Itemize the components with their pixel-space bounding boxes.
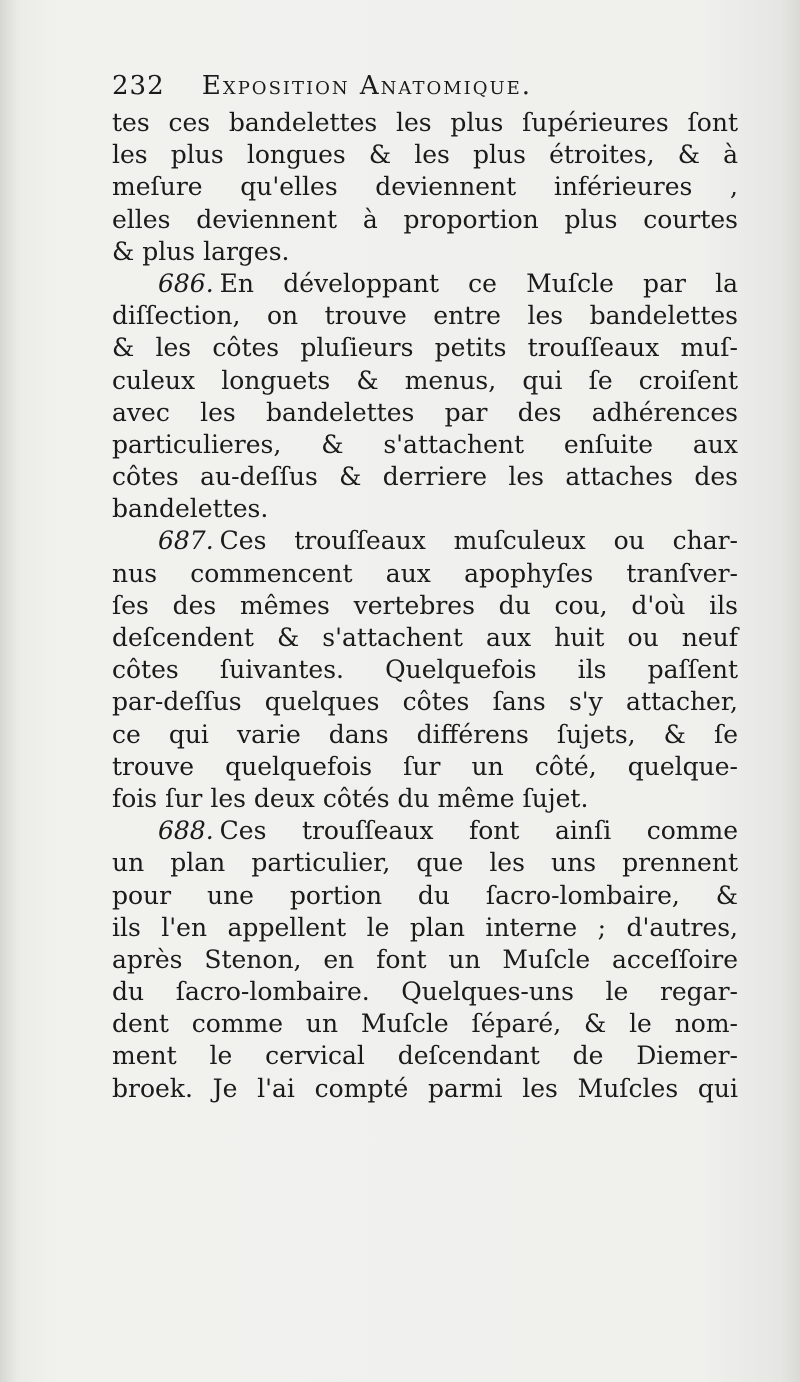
line-text: tes ces bandelettes les plus ſupérieures ſont	[112, 108, 738, 137]
line-text: trouve quelquefois ſur un côté, quelque-	[112, 751, 738, 781]
line-text: & les côtes pluſieurs petits trouſſeaux muſ-	[112, 333, 738, 363]
paragraph-start-line	[112, 268, 738, 300]
text-line	[112, 976, 738, 1008]
running-title: Exposition Anatomique.	[201, 71, 533, 101]
line-text: culeux longuets & menus, qui ſe croiſent	[112, 365, 738, 395]
text-line	[112, 1040, 738, 1072]
paragraph-start-line	[112, 525, 738, 557]
text-line	[112, 332, 738, 364]
text-line	[112, 944, 738, 976]
text-line	[112, 1008, 738, 1040]
line-text: bandelettes.	[112, 494, 269, 524]
paragraph-number: 688.	[158, 816, 214, 846]
line-text: ils l'en appellent le plan interne ; d'autres,	[112, 912, 738, 942]
text-line	[112, 171, 738, 203]
page-number: 232	[112, 71, 165, 101]
text-line	[112, 1073, 738, 1105]
text-line	[112, 912, 738, 944]
line-text: meſure qu'elles deviennent inférieures ,	[112, 172, 738, 202]
text-line	[112, 365, 738, 397]
line-text: En développant ce Muſcle par la	[219, 268, 738, 298]
text-line	[112, 429, 738, 461]
line-text: Ces trouſſeaux muſculeux ou char-	[219, 526, 738, 556]
text-line	[112, 397, 738, 429]
line-text: par-deſſus quelques côtes ſans s'y attacher,	[112, 687, 738, 717]
paragraph-number: 686.	[158, 268, 214, 298]
page-header	[112, 66, 672, 106]
text-line	[112, 622, 738, 654]
line-text: ment le cervical deſcendant de Diemer-	[112, 1041, 738, 1071]
text-line	[112, 783, 738, 815]
text-line	[112, 107, 738, 139]
line-text: du ſacro-lombaire. Quelques-uns le regar-	[112, 977, 738, 1007]
line-text: côtes au-deſſus & derriere les attaches des	[112, 462, 738, 492]
line-text: particulieres, & s'attachent enſuite aux	[112, 429, 738, 459]
line-text: Ces trouſſeaux font ainſi comme	[219, 816, 738, 846]
text-line	[112, 751, 738, 783]
line-text: & plus larges.	[112, 236, 290, 266]
text-line	[112, 461, 738, 493]
paragraph-start-line	[112, 815, 738, 847]
text-line	[112, 654, 738, 686]
line-text: avec les bandelettes par des adhérences	[112, 397, 738, 427]
line-text: pour une portion du ſacro-lombaire, &	[112, 880, 738, 910]
line-text: diſſection, on trouve entre les bandelettes	[112, 301, 738, 331]
line-text: côtes ſuivantes. Quelquefois ils paſſent	[112, 655, 738, 685]
paragraph-number: 687.	[158, 526, 214, 556]
line-text: un plan particulier, que les uns prennent	[112, 848, 738, 878]
text-line	[112, 236, 738, 268]
text-line	[112, 590, 738, 622]
text-line	[112, 139, 738, 171]
line-text: elles deviennent à proportion plus courtes	[112, 204, 738, 234]
line-text: les plus longues & les plus étroites, & à	[112, 140, 738, 170]
line-text: broek. Je l'ai compté parmi les Muſcles qui	[112, 1073, 738, 1103]
line-text: dent comme un Muſcle ſéparé, & le nom-	[112, 1009, 738, 1039]
text-line	[112, 300, 738, 332]
line-text: deſcendent & s'attachent aux huit ou neuf	[112, 623, 738, 652]
text-line	[112, 880, 738, 912]
text-line	[112, 847, 738, 879]
text-line	[112, 204, 738, 236]
line-text: ce qui varie dans différens ſujets, & ſe	[112, 719, 738, 749]
text-line	[112, 493, 738, 525]
line-text: fois ſur les deux côtés du même ſujet.	[112, 783, 589, 813]
text-line	[112, 719, 738, 751]
line-text: ſes des mêmes vertebres du cou, d'où ils	[112, 590, 738, 620]
text-line	[112, 558, 738, 590]
line-text: après Stenon, en font un Muſcle acceſſoire	[112, 944, 738, 974]
body-text	[112, 107, 738, 1105]
line-text: nus commencent aux apophyſes tranſver-	[112, 558, 738, 588]
text-line	[112, 686, 738, 718]
